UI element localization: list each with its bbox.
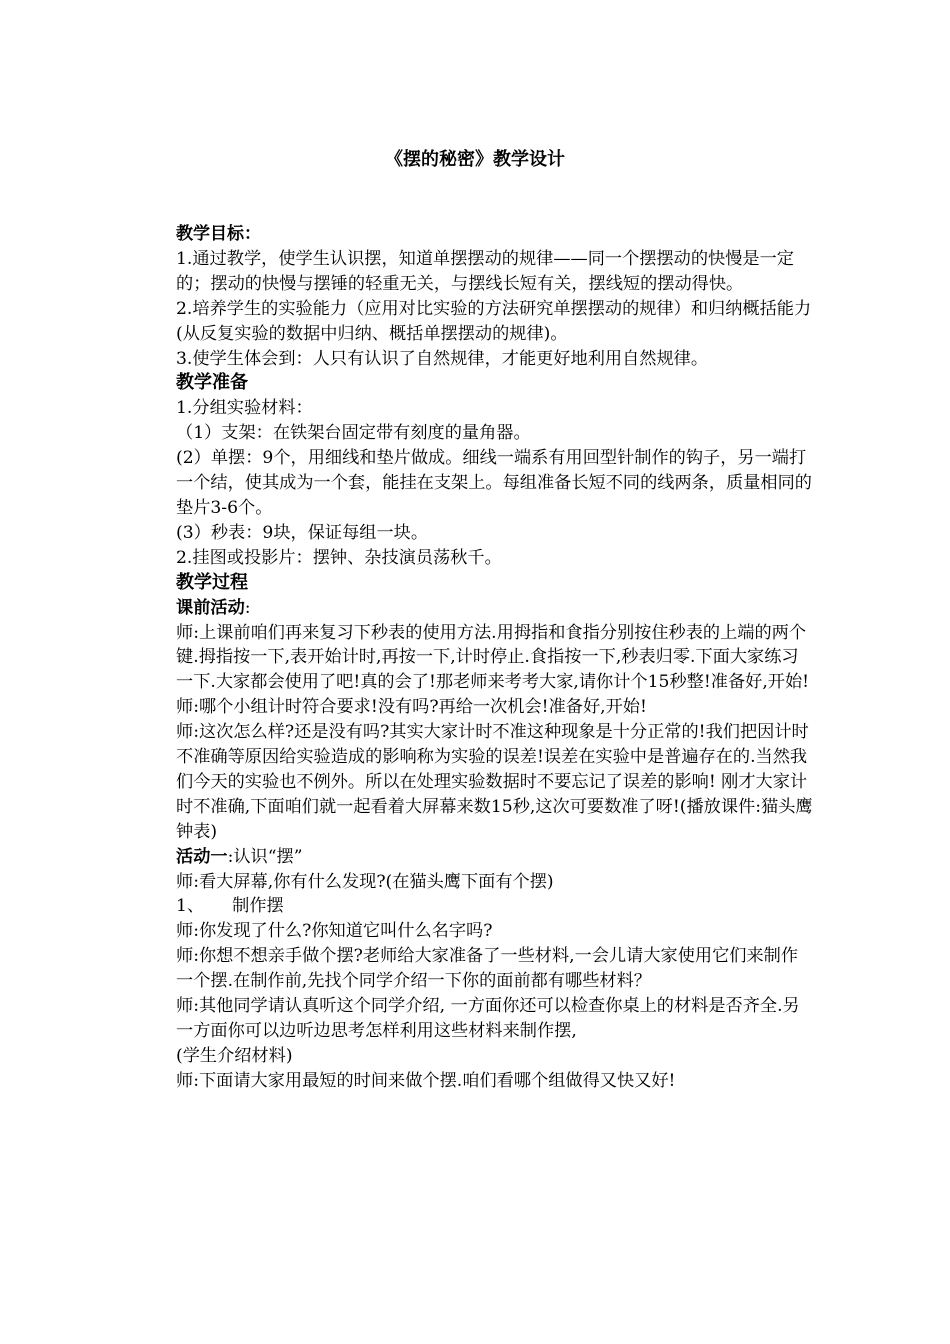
sub1-paragraph-1: 师:你发现了什么?你知道它叫什么名字吗? [176, 921, 493, 942]
pre-paragraph-3: 师:这次怎么样?还是没有吗?其实大家计时不准这种现象是十分正常的!我们把因计时不准确等原因给实验造成的影响称为实验的误差!误差在实验中是普遍存在的.当然我们今天的实验也不例外。所以在处理实验数据时不要忘记了误差的影响! 刚才大家计时不准确,下面咱们就一起看着大屏幕来数15秒,这次可要数准了呀!(播放课件:猫头鹰钟表) [176, 722, 813, 842]
pre-activity-heading-line [176, 596, 814, 621]
prep-item-1: 1.分组实验材料： [176, 398, 313, 419]
prep-item-3: (2）单摆：9个，用细线和垫片做成。细线一端系有用回型针制作的钩子，另一端打一个结，使其成为一个套，能挂在支架上。每组准备长短不同的线两条，质量相同的垫片3-6个。 [176, 448, 812, 518]
prep-item-5: 2.挂图或投影片：摆钟、杂技演员荡秋千。 [176, 547, 502, 568]
sub1-heading-line [176, 894, 814, 919]
pre-paragraph-2: 师:哪个小组计时符合要求!没有吗?再给一次机会!准备好,开始! [176, 697, 647, 718]
document-title: 《摆的秘密》教学设计 [385, 149, 565, 170]
goals-heading: 教学目标： [176, 224, 261, 244]
sub1-number: 1、 [176, 896, 205, 917]
sub1-label: 制作摆 [232, 896, 284, 917]
sub1-paragraph-4: (学生介绍材料) [176, 1045, 293, 1066]
preparation-heading: 教学准备 [176, 372, 248, 394]
goal-item-3: 3.使学生体会到：人只有认识了自然规律，才能更好地利用自然规律。 [176, 348, 709, 369]
process-heading: 教学过程 [176, 571, 248, 593]
goal-item-2: 2.培养学生的实验能力（应用对比实验的方法研究单摆摆动的规律）和归纳概括能力(从反复实验的数据中归纳、概括单摆摆动的规律)。 [176, 298, 812, 344]
activity1-heading-line [176, 845, 814, 870]
activity1-paragraph-1: 师:看大屏幕,你有什么发现?(在猫头鹰下面有个摆) [176, 871, 554, 892]
sub1-paragraph-5: 师:下面请大家用最短的时间来做个摆.咱们看哪个组做得又快又好! [176, 1070, 676, 1091]
sub1-paragraph-3: 师:其他同学请认真听这个同学介绍, 一方面你还可以检查你桌上的材料是否齐全.另一方面你可以边听边思考怎样利用这些材料来制作摆, [176, 996, 800, 1041]
prep-item-2: （1）支架：在铁架台固定带有刻度的量角器。 [176, 423, 531, 444]
pre-paragraph-1: 师:上课前咱们再来复习下秒表的使用方法.用拇指和食指分别按住秒表的上端的两个键.拇指按一下,表开始计时,再按一下,计时停止.食指按一下,秒表归零.下面大家练习一下.大家都会使用了吧!真的会了!那老师来考考大家,请你计个15秒整!准备好,开始! [176, 622, 810, 693]
activity1-heading: 活动一 [176, 846, 228, 867]
goal-item-1: 1.通过教学，使学生认识摆，知道单摆摆动的规律——同一个摆摆动的快慢是一定的；摆动的快慢与摆锤的轻重无关，与摆线长短有关，摆线短的摆动得快。 [176, 248, 794, 294]
sub1-paragraph-2: 师:你想不想亲手做个摆?老师给大家准备了一些材料,一会儿请大家使用它们来制作一个摆.在制作前,先找个同学介绍一下你的面前都有哪些材料？ [176, 946, 799, 992]
pre-activity-colon: : [244, 597, 251, 618]
activity1-title: :认识“摆” [227, 846, 303, 867]
pre-activity-heading: 课前活动 [176, 597, 245, 618]
document-body [176, 222, 814, 1094]
prep-item-4: (3）秒表：9块，保证每组一块。 [176, 522, 429, 543]
